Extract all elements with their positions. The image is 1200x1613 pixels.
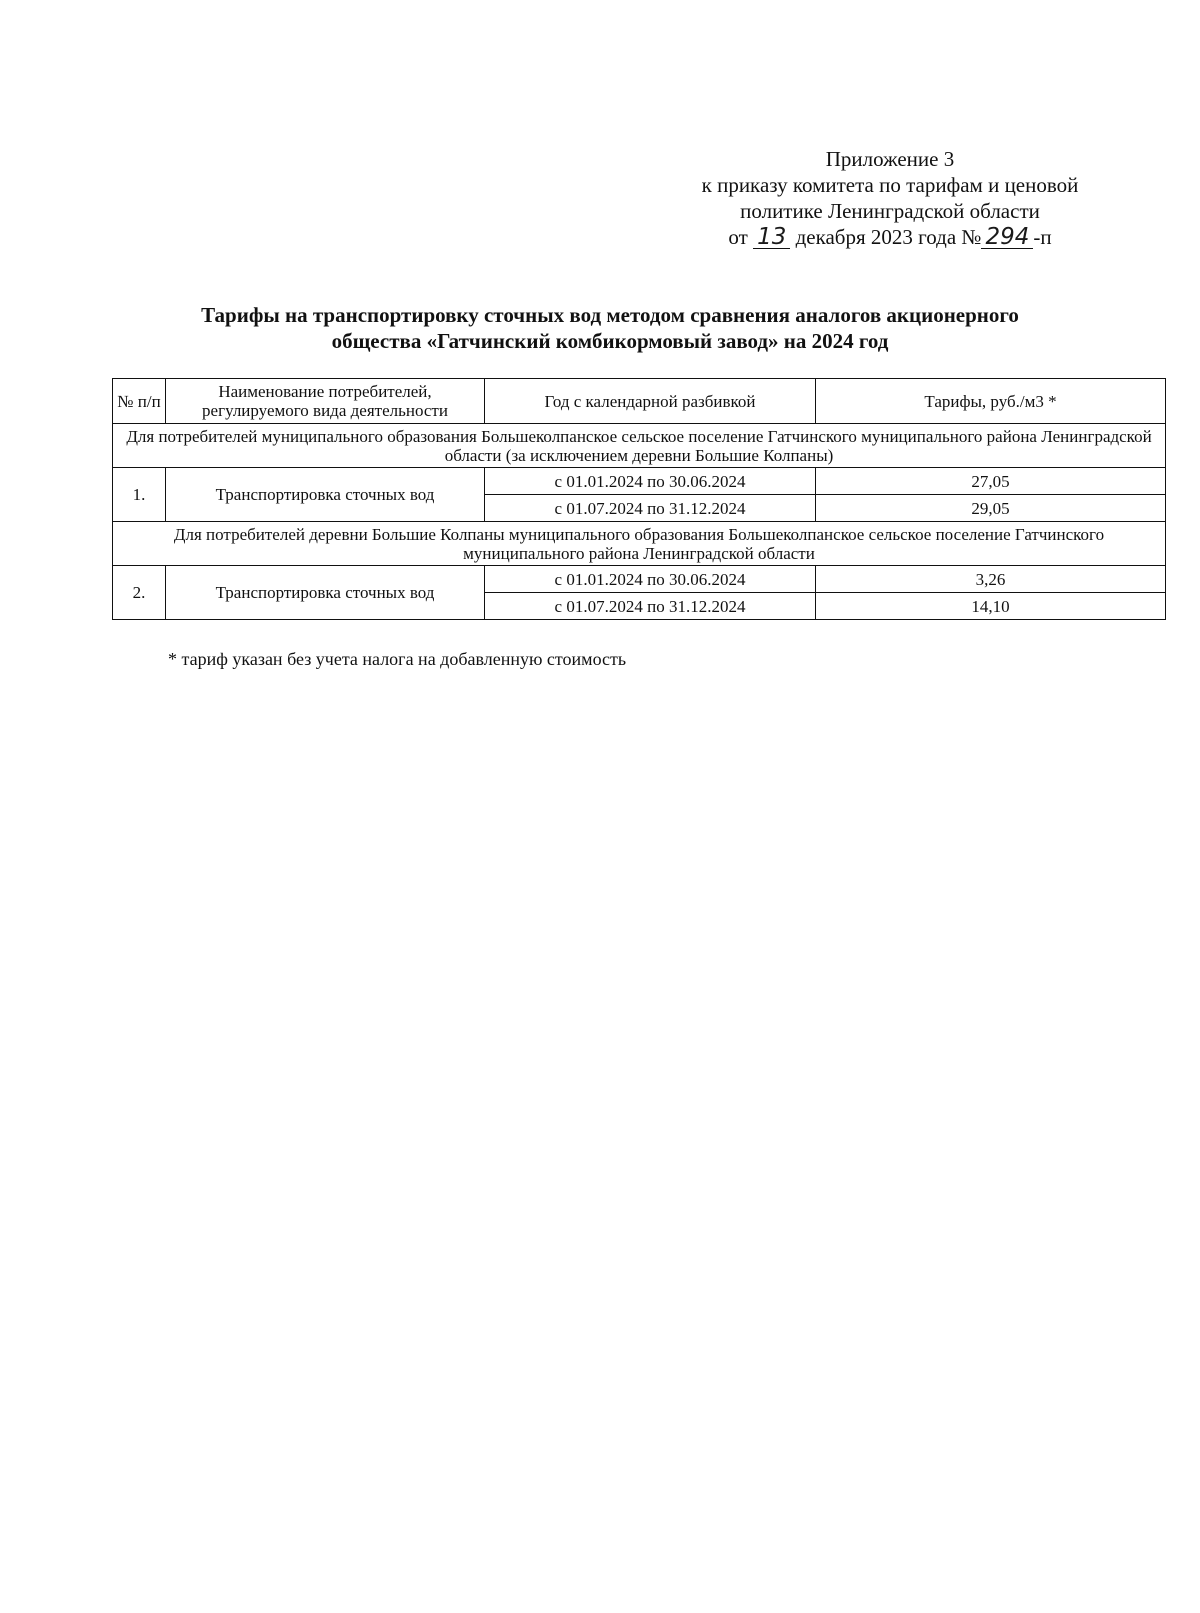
- row-tariff: 14,10: [816, 593, 1166, 620]
- row-tariff: 3,26: [816, 566, 1166, 593]
- table-header-row: [113, 379, 1166, 424]
- handwritten-order-number: 294: [981, 226, 1033, 249]
- row-number: 1.: [113, 468, 166, 522]
- row-number: 2.: [113, 566, 166, 620]
- group-caption: Для потребителей деревни Большие Колпаны муниципального образования Большеколпанское сельское поселение Гатчинского муниципального района Ленинградской области: [113, 522, 1166, 566]
- row-tariff: 27,05: [816, 468, 1166, 495]
- group-caption: Для потребителей муниципального образования Большеколпанское сельское поселение Гатчинского муниципального района Ленинградской области (за исключением деревни Большие Колпаны): [113, 424, 1166, 468]
- annex-number-suffix: -п: [1033, 225, 1052, 249]
- document-title: [130, 302, 1090, 354]
- tariffs-table: [112, 378, 1166, 620]
- vat-footnote: * тариф указан без учета налога на добавленную стоимость: [168, 649, 627, 669]
- row-period: с 01.01.2024 по 30.06.2024: [485, 566, 816, 593]
- handwritten-day: 13: [753, 226, 790, 249]
- group-caption-row: [113, 424, 1166, 468]
- group-caption-row: [113, 522, 1166, 566]
- row-period: с 01.07.2024 по 31.12.2024: [485, 495, 816, 522]
- annex-block: [640, 146, 1140, 250]
- annex-date-middle: декабря 2023 года №: [795, 225, 982, 249]
- table-row: [113, 468, 1166, 495]
- annex-date-line: [640, 224, 1140, 250]
- row-period: с 01.07.2024 по 31.12.2024: [485, 593, 816, 620]
- row-activity-name: Транспортировка сточных вод: [166, 566, 485, 620]
- header-tariff: Тарифы, руб./м3 *: [816, 379, 1166, 424]
- annex-title: Приложение 3: [825, 147, 955, 171]
- table-row: [113, 566, 1166, 593]
- header-name: Наименование потребителей, регулируемого вида деятельности: [166, 379, 485, 424]
- header-num: № п/п: [113, 379, 166, 424]
- annex-date-prefix: от: [728, 225, 748, 249]
- annex-committee-line: политике Ленинградской области: [740, 199, 1040, 223]
- title-line-1: Тарифы на транспортировку сточных вод методом сравнения аналогов акционерного: [201, 303, 1019, 327]
- annex-order-line: к приказу комитета по тарифам и ценовой: [701, 173, 1079, 197]
- row-period: с 01.01.2024 по 30.06.2024: [485, 468, 816, 495]
- row-activity-name: Транспортировка сточных вод: [166, 468, 485, 522]
- title-line-2: общества «Гатчинский комбикормовый завод» на 2024 год: [331, 329, 889, 353]
- header-period: Год с календарной разбивкой: [485, 379, 816, 424]
- row-tariff: 29,05: [816, 495, 1166, 522]
